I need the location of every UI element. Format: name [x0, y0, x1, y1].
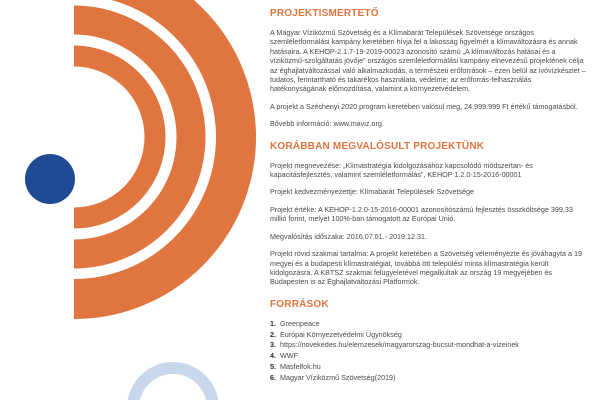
list-item: 5. Masfelfok.hu — [270, 361, 321, 371]
decorative-artwork — [0, 0, 260, 400]
paragraph-beneficiary: Projekt kedvezményezettje: Klímabarát Települések Szövetsége — [270, 187, 475, 197]
section-title-project-overview: PROJEKTISMERTETŐ — [270, 8, 379, 19]
sources-list — [270, 319, 588, 382]
section-title-sources: FORRÁSOK — [270, 298, 329, 310]
list-item: 6. Magyar Víziközmű Szövetség(2019) — [270, 372, 396, 382]
paragraph-more-info: Bővebb információ: www.maviz.org. — [270, 119, 384, 129]
orange-arc-inner — [74, 56, 155, 218]
paragraph-project-value: Projekt értéke: A KEHOP-1.2.0-15-2016-00001 azonosítószámú fejlesztés összköltsége 399,33 millió forint, melyet 100%-ban támogatott az Európai Unió. — [270, 204, 573, 224]
list-item: 2. Európai Környezetvédelmi Ügynökség — [270, 329, 402, 339]
paragraph-period: Megvalósítás időszaka: 2016.07.01.- 2019.12.31. — [270, 231, 428, 241]
paragraph-summary: Projekt rövid szakmai tartalma: A projekt keretében a Szövetség véleményezte és jóváhagyta a 19 megyei és a budapesti klímastratégiát, továbbá ött települési minta klímastratégia került kidolgozásra. A KBTSZ szakmai felügyeletével megalkultak az ország 19 megyéjében és Budapesten is az Éghajlatváltozási Platformok. — [270, 249, 583, 287]
list-item: 1. Greenpeace — [270, 318, 320, 328]
list-item: 3. https://novekedes.hu/elemzesek/magyarorszag-bucsut-mondhat-a-vizeinek — [270, 340, 519, 350]
section-title-previous-project: KORÁBBAN MEGVALÓSULT PROJEKTÜNK — [270, 140, 485, 152]
paragraph: A projekt a Széchenyi 2020 program keretében valósul meg, 24.999.999 Ft értékű támogatásból. — [270, 101, 578, 111]
light-blue-ring — [133, 368, 213, 400]
document-content — [270, 8, 588, 384]
list-item: 4. WWF — [270, 351, 298, 361]
navy-circle — [25, 154, 75, 204]
paragraph: A Magyar Víziközmű Szövetség és a Klímabarát Települések Szövetsége országos szemléletformálási kampány keretében hívja fel a lakosság figyelmét a klímaváltozásra és annak hatásaira. A KEHOP-2.1.7-19-2019-00023 azonosító számú „A klímaváltozás hatásai és a víziközmű-szolgáltatás jövője” országos szemléletformálási kampány elnevezésű projektének célja az éghajlatváltozással való alkalmazkodás, a természeti erőforrások – ezen belül az ivóvízkészlet – tudatos, fenntartható és takarékos használata, védelme; az erőforrás-felhasználás hatékonyságának előmozdítása, valamint a környezetvédelem. — [270, 28, 586, 94]
paragraph-project-name: Projekt megnevezése: „Klímastratégia kidolgozásához kapcsolódó módszertan- és kapacitásfejlesztés, valamint szemléletformálás”, KEHOP 1.2.0-15-2016-00001 — [270, 160, 533, 180]
